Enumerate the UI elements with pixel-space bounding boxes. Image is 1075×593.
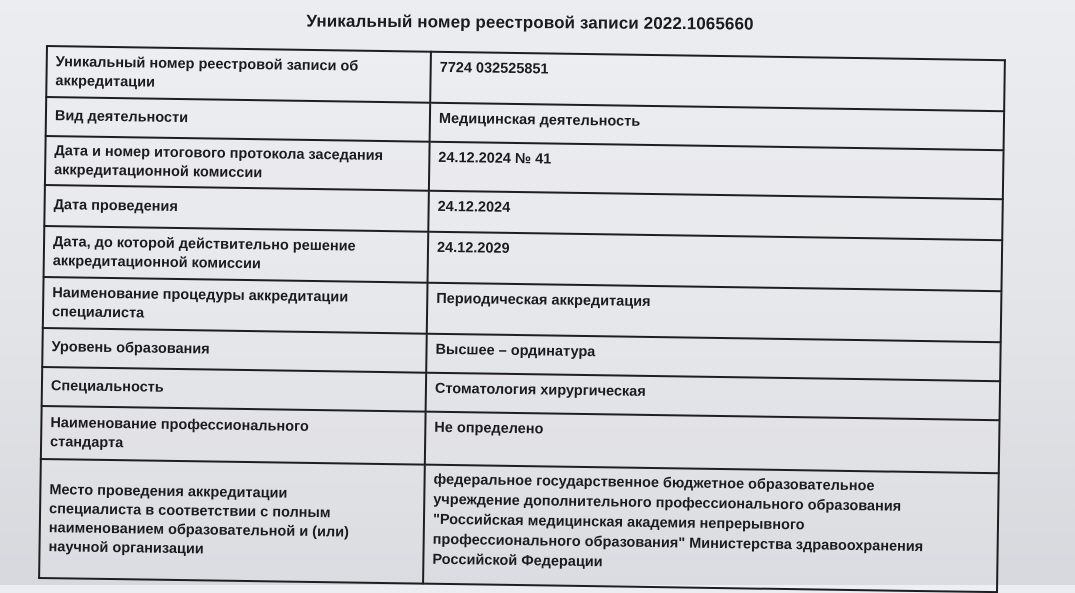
row-label: Специальность xyxy=(42,367,427,412)
row-value: 24.12.2024 xyxy=(428,191,1003,241)
row-label: Уровень образования xyxy=(42,328,427,373)
row-label: Место проведения аккредитации специалиста в соответствии с полным наименованием образовательной и (или) научной организации xyxy=(39,459,425,584)
row-value: 24.12.2024 № 41 xyxy=(429,142,1004,200)
registry-record-table xyxy=(38,45,1006,593)
row-label: Уникальный номер реестровой записи об аккредитации xyxy=(46,46,431,103)
row-value: федеральное государственное бюджетное образовательное учреждение дополнительного профессионального образования "Российская медицинская академия непрерывного профессионального образования" Министерства здравоохранения Российской Федерации xyxy=(423,465,999,593)
row-value: 7724 032525851 xyxy=(430,52,1005,112)
row-value: Не определено xyxy=(425,412,1000,474)
row-label: Дата проведения xyxy=(44,185,429,232)
row-label: Дата, до которой действительно решение аккредитационной комиссии xyxy=(44,226,429,283)
row-label: Дата и номер итогового протокола заседания аккредитационной комиссии xyxy=(45,136,430,191)
row-value: Высшее – ординатура xyxy=(426,334,1001,382)
row-value: 24.12.2029 xyxy=(428,232,1003,292)
row-label: Вид деятельности xyxy=(46,97,431,142)
row-label: Наименование процедуры аккредитации специалиста xyxy=(43,277,428,334)
row-value: Периодическая аккредитация xyxy=(427,283,1002,343)
document-title: Уникальный номер реестровой записи 2022.1065660 xyxy=(306,11,754,34)
row-value: Стоматология хирургическая xyxy=(426,373,1001,421)
row-label: Наименование профессионального стандарта xyxy=(41,406,426,465)
table-row xyxy=(39,459,999,592)
row-value: Медицинская деятельность xyxy=(430,103,1005,151)
